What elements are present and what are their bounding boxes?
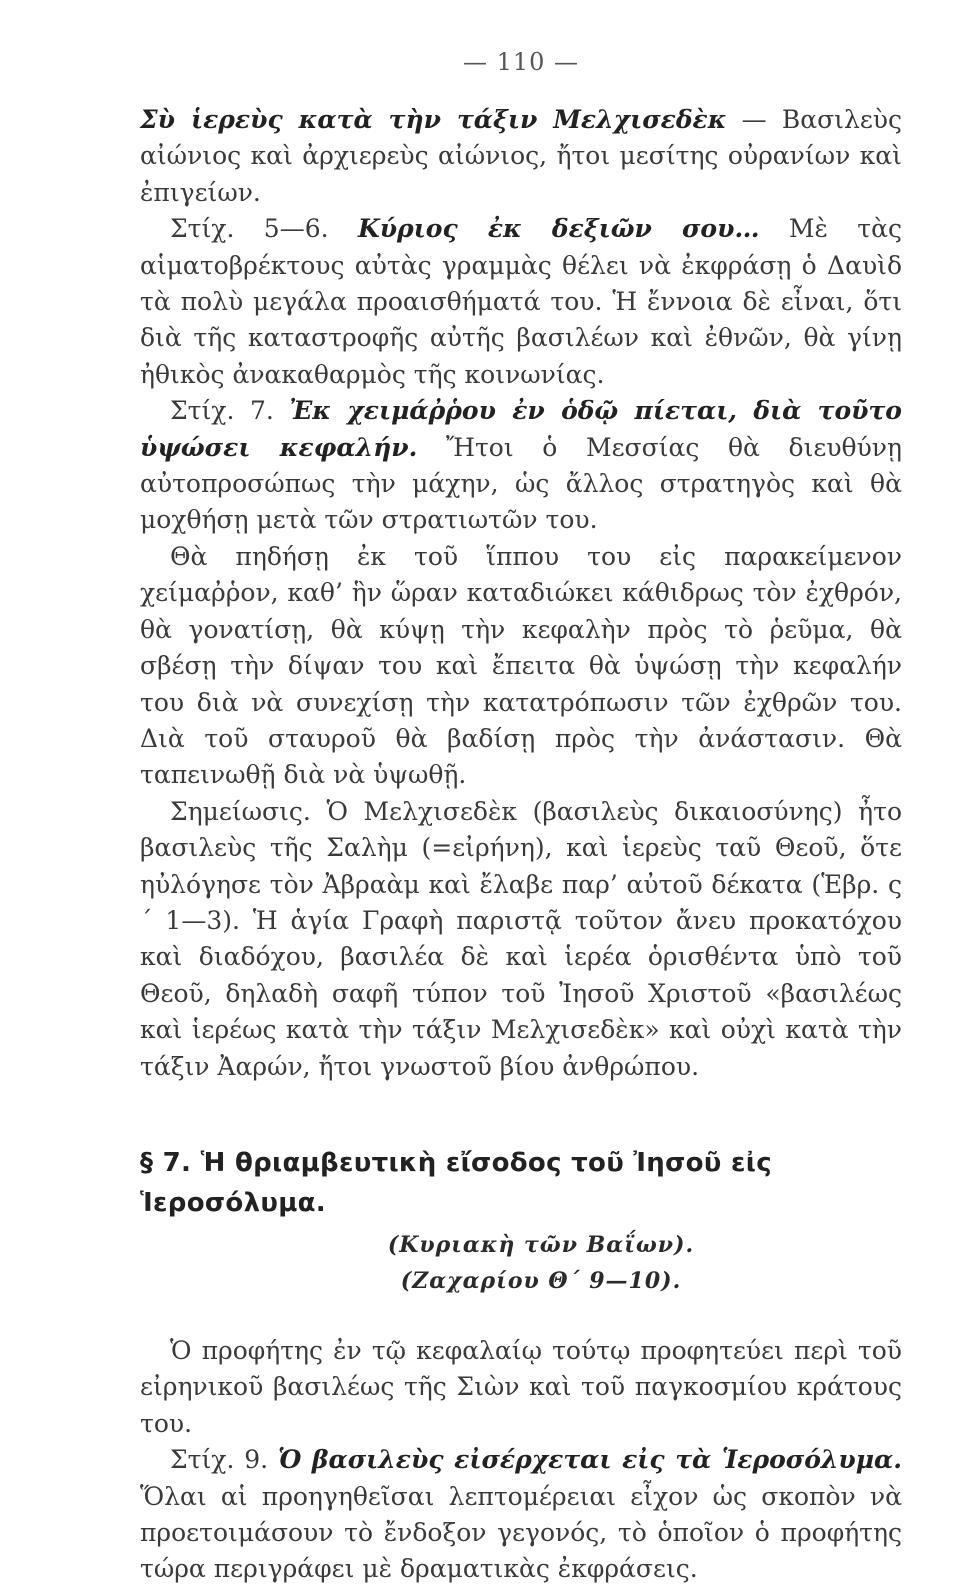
paragraph-6 — [140, 1333, 902, 1442]
paragraph-1 — [140, 102, 902, 211]
paragraph-2-lead: Κύριος ἐκ δεξιῶν σου… — [357, 214, 760, 244]
paragraph-7-verse-ref: Στίχ. 9. — [170, 1445, 278, 1475]
paragraph-5-note — [140, 794, 902, 1085]
paragraph-2-verse-ref: Στίχ. 5—6. — [170, 214, 358, 244]
page-number: — 110 — — [462, 48, 580, 76]
paragraph-7-text: Ὅλαι αἱ προηγηθεῖσαι λεπτομέρειαι εἶχον ὡς σκοπὸν νὰ προετοιμάσουν τὸ ἔνδοξον γεγονός, τὸ ὁποῖον ὁ προφήτης τώρα περιγράφει μὲ δραματικὰς ἐκφράσεις. — [140, 1481, 902, 1584]
paragraph-3 — [140, 393, 902, 539]
paragraph-3-lead: Ἐκ χειμάῤῥου ἐν ὁδῷ πίεται, διὰ τοῦτο ὑψώσει κεφαλήν. — [140, 396, 902, 462]
paragraph-2-text: Μὲ τὰς αἱματοβρέκτους αὐτὰς γραμμὰς θέλει νὰ ἐκφράσῃ ὁ Δαυὶδ τὰ πολὺ μεγάλα προαισθήματά του. Ἡ ἔννοια δὲ εἶναι, ὅτι διὰ τῆς καταστροφῆς αὐτῆς βασιλέων καὶ ἐθνῶν, θὰ γίνῃ ἠθικὸς ἀνακαθαρμὸς τῆς κοινωνίας. — [140, 214, 903, 389]
paragraph-4-text: Θὰ πηδήσῃ ἐκ τοῦ ἵππου του εἰς παρακείμενον χείμαῤῥον, καθ’ ἣν ὥραν καταδιώκει κάθιδρως τὸν ἐχθρόν, θὰ γονατίσῃ, θὰ κύψῃ τὴν κεφαλὴν πρὸς τὸ ῥεῦμα, θὰ σβέσῃ τὴν δίψαν του καὶ ἔπειτα θὰ ὑψώσῃ τὴν κεφαλήν του διὰ νὰ συνεχίσῃ τὴν κατατρόπωσιν τῶν ἐχθρῶν του. Διὰ τοῦ σταυροῦ θὰ βαδίσῃ πρὸς τὴν ἀνάστασιν. Θὰ ταπεινωθῇ διὰ νὰ ὑψωθῇ. — [140, 541, 902, 790]
section-subtitle-sunday: (Κυριακὴ τῶν Βαΐων). — [387, 1231, 695, 1258]
paragraph-1-text: — Βασιλεὺς αἰώνιος καὶ ἀρχιερεὺς αἰώνιος, ἤτοι μεσίτης οὐρανίων καὶ ἐπιγείων. — [140, 105, 902, 207]
book-page — [140, 0, 903, 1584]
paragraph-7-lead: Ὁ βασιλεὺς εἰσέρχεται εἰς τὰ Ἱεροσόλυμα. — [277, 1445, 903, 1475]
paragraph-3-text: Ἤτοι ὁ Μεσσίας θὰ διευθύνῃ αὐτοπροσώπως τὴν μάχην, ὡς ἄλλος στρατηγὸς καὶ θὰ μοχθήσῃ μετὰ τῶν στρατιωτῶν του. — [140, 432, 902, 535]
paragraph-5-text: Σημείωσις. Ὁ Μελχισεδὲκ (βασιλεὺς δικαιοσύνης) ἦτο βασιλεὺς τῆς Σαλὴμ (=εἰρήνη), καὶ ἱερεὺς ταῦ Θεοῦ, ὅτε ηὐλόγησε τὸν Ἀβραὰμ καὶ ἔλαβε παρ’ αὐτοῦ δέκατα (Ἑβρ. ς´ 1—3). Ἡ ἁγία Γραφὴ παριστᾷ τοῦτον ἄνευ προκατόχου καὶ διαδόχου, βασιλέα δὲ καὶ ἱερέα ὁρισθέντα ὑπὸ τοῦ Θεοῦ, δηλαδὴ σαφῆ τύπον τοῦ Ἰησοῦ Χριστοῦ «βασιλέως καὶ ἱερέως κατὰ τὴν τάξιν Μελχισεδὲκ» καὶ οὐχὶ κατὰ τὴν τάξιν Ἀαρών, ἤτοι γνωστοῦ βίου ἀνθρώπου. — [140, 796, 902, 1081]
paragraph-4 — [140, 539, 902, 794]
section-subtitle-reference: (Ζαχαρίου Θ´ 9—10). — [400, 1267, 682, 1294]
paragraph-2 — [140, 211, 902, 393]
paragraph-7 — [140, 1442, 902, 1588]
paragraph-6-text: Ὁ προφήτης ἐν τῷ κεφαλαίῳ τούτῳ προφητεύει περὶ τοῦ εἰρηνικοῦ βασιλέως τῆς Σιὼν καὶ τοῦ παγκοσμίου κράτους του. — [140, 1335, 902, 1438]
section-title: § 7. Ἡ θριαμβευτικὴ εἴσοδος τοῦ Ἰησοῦ εἰς Ἱεροσόλυμα. — [140, 1147, 772, 1218]
paragraph-3-verse-ref: Στίχ. 7. — [170, 396, 290, 426]
paragraph-1-lead: Σὺ ἱερεὺς κατὰ τὴν τάξιν Μελχισεδὲκ — [140, 105, 727, 134]
